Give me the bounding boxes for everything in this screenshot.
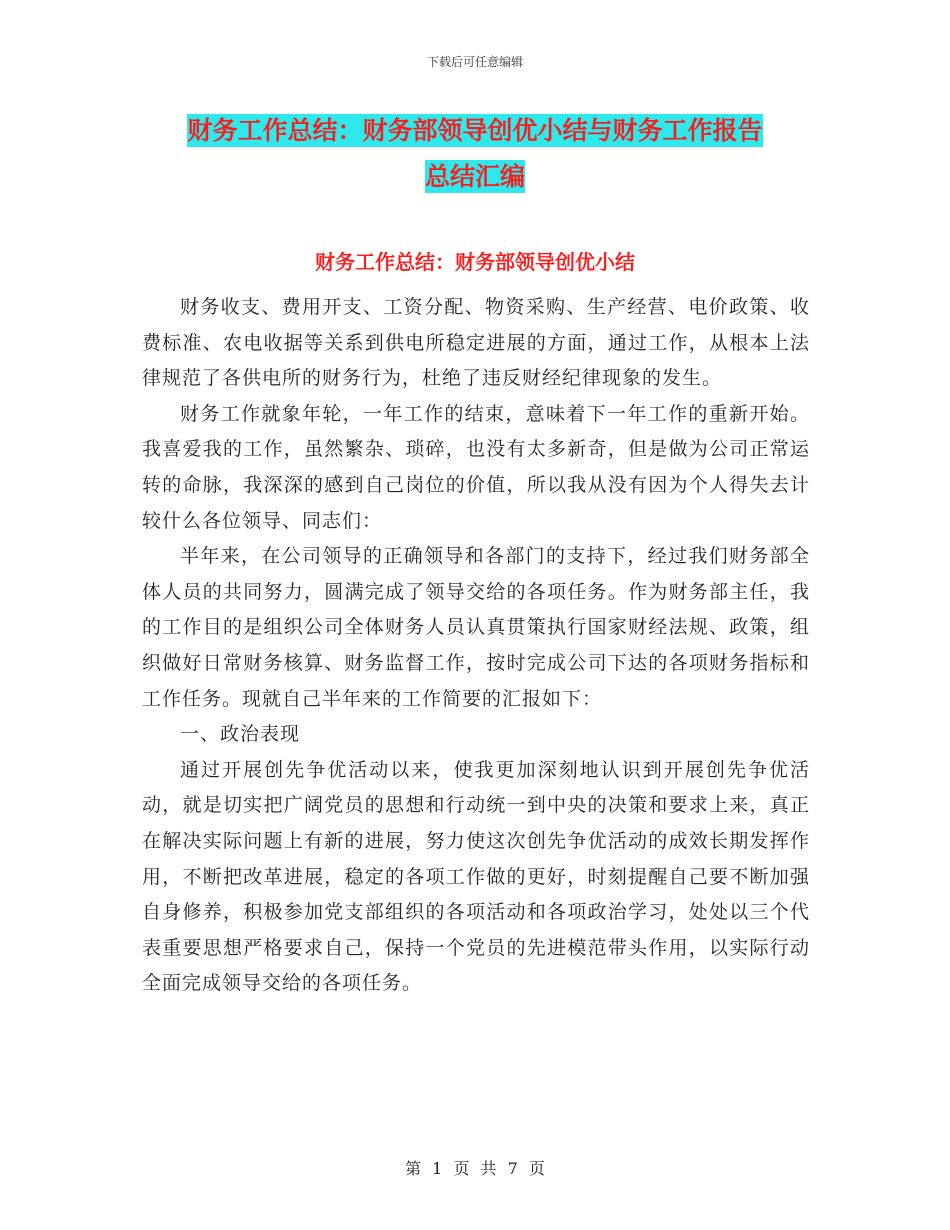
document-body — [142, 290, 810, 1002]
paragraph: 财务收支、费用开支、工资分配、物资采购、生产经营、电价政策、收费标准、农电收据等关系到供电所稳定进展的方面，通过工作，从根本上法律规范了各供电所的财务行为，杜绝了违反财经纪律现象的发生。 — [142, 296, 810, 390]
title-line-2: 总结汇编 — [424, 162, 525, 191]
paragraph: 通过开展创先争优活动以来，使我更加深刻地认识到开展创先争优活动，就是切实把广阔党员的思想和行动统一到中央的决策和要求上来，真正在解决实际问题上有新的进展，努力使这次创先争优活动的成效长期发挥作用，不断把改革进展，稳定的各项工作做的更好，时刻提醒自己要不断加强自身修养，积极参加党支部组织的各项活动和各项政治学习，处处以三个代表重要思想严格要求自己，保持一个党员的先进模范带头作用，以实际行动全面完成领导交给的各项任务。 — [142, 758, 810, 995]
header-note: 下载后可任意编辑 — [426, 55, 523, 69]
title-line-1: 财务工作总结：财务部领导创优小结与财务工作报告 — [187, 116, 763, 145]
paragraph: 半年来，在公司领导的正确领导和各部门的支持下，经过我们财务部全体人员的共同努力，圆满完成了领导交给的各项任务。作为财务部主任，我的工作目的是组织公司全体财务人员认真贯策执行国家财经法规、政策，组织做好日常财务核算、财务监督工作，按时完成公司下达的各项财务指标和工作任务。现就自己半年来的工作简要的汇报如下： — [142, 545, 810, 710]
section-title: 财务工作总结：财务部领导创优小结 — [315, 250, 635, 274]
document-title — [150, 108, 800, 200]
paragraph-heading: 一、政治表现 — [180, 723, 301, 746]
paragraph: 财务工作就象年轮，一年工作的结束，意味着下一年工作的重新开始。我喜爱我的工作，虽然繁杂、琐碎，也没有太多新奇，但是做为公司正常运转的命脉，我深深的感到自己岗位的价值，所以我从没有因为个人得失去计较什么各位领导、同志们： — [142, 402, 810, 532]
page-footer: 第 1 页 共 7 页 — [405, 1159, 545, 1178]
